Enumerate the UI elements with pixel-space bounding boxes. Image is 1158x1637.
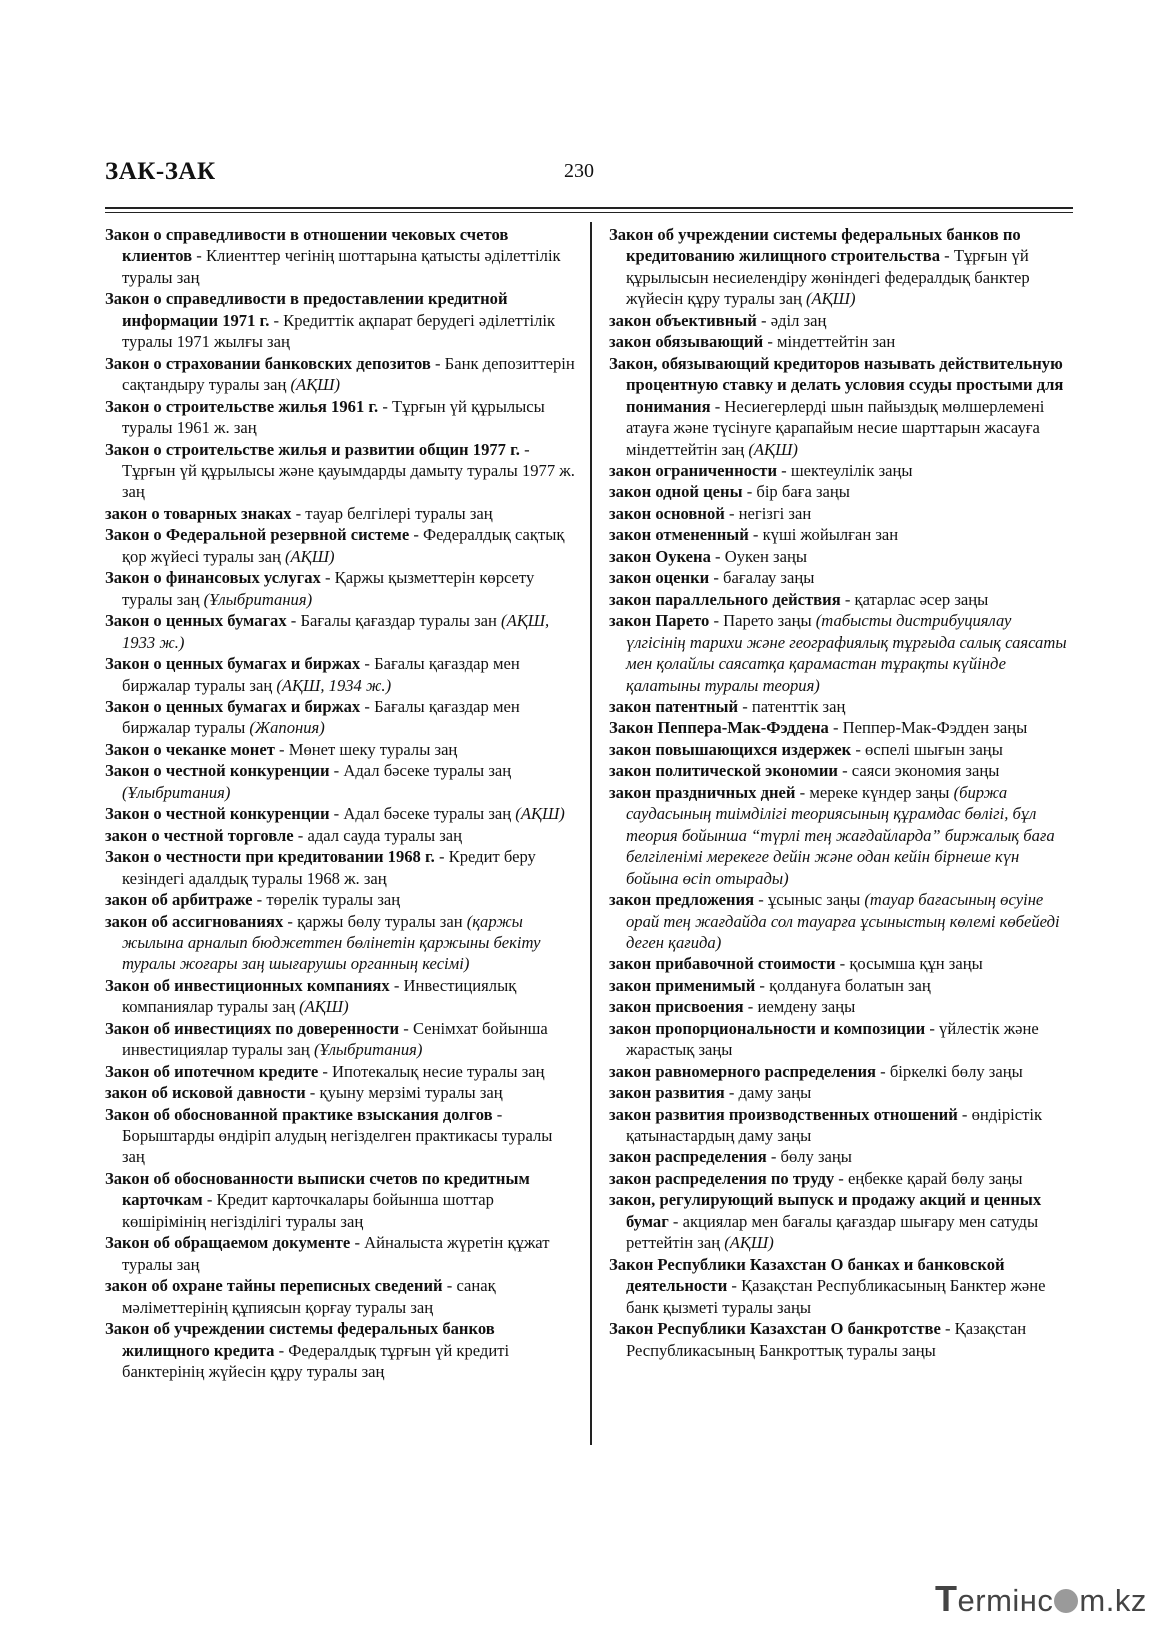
entry-note: (Жапония): [249, 718, 325, 738]
entry-term: Закон о честной конкуренции: [105, 761, 330, 781]
entry-translation: Кредит беру кезіндегі адалдық туралы 1968 ж. заң: [122, 847, 536, 888]
entry-separator: -: [430, 353, 445, 373]
entry-translation: Кредиттік ақпарат берудегі әділеттілік туралы 1971 жылғы заң: [122, 310, 556, 352]
entry-separator: -: [837, 761, 852, 781]
dictionary-entry: [609, 1018, 1071, 1061]
dictionary-entry: [105, 503, 575, 524]
entry-translation: Қазақстан Республикасының Банкроттық туралы заңы: [626, 1319, 1027, 1360]
entry-separator: -: [835, 954, 850, 974]
entry-separator: -: [724, 503, 739, 523]
dictionary-entry: [609, 996, 1071, 1017]
column-divider: [590, 222, 592, 1445]
entry-separator: -: [269, 310, 284, 330]
running-head: ЗАК-ЗАК: [105, 158, 216, 185]
entry-term: закон присвоения: [609, 997, 744, 1017]
dictionary-entry: [105, 911, 575, 975]
entry-separator: -: [274, 739, 289, 759]
entry-separator: -: [710, 396, 725, 416]
entry-separator: -: [851, 739, 866, 759]
entry-translation: адал сауда туралы заң: [307, 825, 463, 845]
dictionary-entry: [609, 975, 1071, 996]
entry-term: Закон о честности при кредитовании 1968 г.: [105, 847, 435, 867]
entry-separator: -: [291, 503, 306, 523]
entry-translation: бағалау заңы: [723, 568, 815, 588]
entry-term: закон распределения по труду: [609, 1168, 835, 1188]
entry-separator: -: [320, 568, 335, 588]
entry-term: закон об арбитраже: [105, 890, 253, 910]
entry-note: (АҚШ): [515, 804, 565, 824]
dictionary-entry: [609, 546, 1071, 567]
dictionary-entry: [609, 739, 1071, 760]
entry-note: (биржа саудасының тиімділігі теориясының құрамдас бөлігі, бұл теория бойынша “түрлі тең жағдайларда” биржалық баға белгіленімі мерекеге дейін және одан кейін бірнеше күн бойына өсіп отырады): [626, 782, 1055, 888]
entry-separator: -: [293, 825, 308, 845]
right-column: [609, 224, 1071, 1361]
header-rule: [105, 207, 1073, 209]
entry-separator: -: [748, 525, 763, 545]
entry-translation: бір баға заңы: [756, 482, 850, 502]
entry-translation: иемдену заңы: [757, 997, 856, 1017]
entry-term: закон обязывающий: [609, 332, 764, 352]
dictionary-entry: [609, 353, 1071, 460]
entry-note: (АҚШ, 1933 ж.): [122, 611, 550, 652]
dictionary-entry: [105, 567, 575, 610]
dictionary-entry: [105, 224, 575, 288]
entry-term: Закон об ипотечном кредите: [105, 1061, 319, 1081]
dictionary-entry: [105, 760, 575, 803]
left-column: [105, 224, 575, 1382]
entry-translation: бөлу заңы: [780, 1147, 852, 1167]
entry-translation: қуыну мерзімі туралы заң: [319, 1083, 503, 1103]
entry-term: Закон о ценных бумагах и биржах: [105, 654, 361, 674]
dictionary-entry: [609, 460, 1071, 481]
dictionary-entry: [609, 696, 1071, 717]
entry-separator: -: [305, 1083, 320, 1103]
dictionary-entry: [609, 481, 1071, 502]
entry-term: Закон о финансовых услугах: [105, 568, 321, 588]
entry-translation: шектеулілік заңы: [790, 460, 913, 480]
entry-translation: Парето заңы: [723, 611, 816, 631]
dictionary-entry: [105, 288, 575, 352]
entry-term: закон политической экономии: [609, 761, 838, 781]
entry-separator: -: [329, 761, 344, 781]
entry-translation: қаржы бөлу туралы зан: [297, 911, 467, 931]
entry-separator: -: [738, 696, 752, 716]
dictionary-entry: [105, 975, 575, 1018]
entry-separator: -: [318, 1061, 333, 1081]
dictionary-entry: [105, 846, 575, 889]
entry-separator: -: [274, 1340, 289, 1360]
entry-term: Закон о строительстве жилья и развитии общин 1977 г.: [105, 439, 520, 459]
entry-translation: Адал бәсеке туралы заң: [343, 761, 512, 781]
entry-translation: әділ заң: [770, 310, 827, 330]
entry-translation: Банк депозиттерін сақтандыру туралы заң: [122, 353, 575, 395]
dictionary-entry: [105, 439, 575, 503]
entry-term: закон, регулирующий выпуск и продажу акций и ценных бумаг: [609, 1190, 1042, 1231]
dictionary-entry: [609, 610, 1071, 696]
entry-term: закон отмененный: [609, 525, 749, 545]
dictionary-entry: [609, 567, 1071, 588]
entry-term: закон повышающихся издержек: [609, 739, 852, 759]
entry-term: закон ограниченности: [609, 460, 778, 480]
entry-translation: қосымша құн заңы: [849, 954, 983, 974]
entry-translation: саяси экономия заңы: [851, 761, 1000, 781]
entry-separator: -: [763, 332, 777, 352]
entry-term: закон об ассигнованиях: [105, 911, 284, 931]
entry-translation: өспелі шығын заңы: [865, 739, 1003, 759]
entry-note: (қаржы жылына арналып бюджеттен бөлінетін қаржыны бекіту туралы жоғары заң шығарушы органның кесімі): [122, 911, 541, 974]
entry-separator: -: [777, 460, 791, 480]
dictionary-entry: [609, 331, 1071, 352]
entry-translation: Тұрғын үй құрылысы туралы 1961 ж. заң: [122, 396, 545, 438]
dictionary-entry: [609, 717, 1071, 738]
entry-separator: -: [834, 1168, 848, 1188]
entry-term: Закон об инвестициях по доверенности: [105, 1018, 400, 1038]
dictionary-entry: [609, 1082, 1071, 1103]
entry-separator: -: [202, 1190, 217, 1210]
entry-term: закон основной: [609, 503, 725, 523]
entry-note: (АҚШ, 1934 ж.): [276, 675, 392, 695]
entry-translation: акциялар мен бағалы қағаздар шығару мен сатуды реттейтін заң: [626, 1211, 1039, 1253]
entry-translation: Оукен заңы: [724, 546, 807, 566]
entry-note: (Ұлыбритания): [203, 589, 313, 609]
entry-translation: Федералдық сақтық қор жүйесі туралы заң: [122, 525, 565, 566]
entry-translation: Инвестициялық компаниялар туралы заң: [122, 975, 517, 1017]
dictionary-entry: [609, 1254, 1071, 1318]
entry-note: (АҚШ): [290, 375, 340, 395]
entry-term: закон применимый: [609, 975, 756, 995]
entry-term: закон об охране тайны переписных сведений: [105, 1276, 443, 1296]
entry-translation: Тұрғын үй құрылысын несиелендіру жөніндегі федералдық банктер жүйесін құру туралы заң: [626, 246, 1030, 309]
entry-separator: -: [727, 1276, 742, 1296]
entry-term: Закон о страховании банковских депозитов: [105, 353, 431, 373]
entry-translation: Бағалы қағаздар мен биржалар туралы: [122, 696, 520, 738]
entry-note: (Ұлыбритания): [313, 1040, 423, 1060]
entry-term: закон прибавочной стоимости: [609, 954, 836, 974]
dictionary-entry: [105, 739, 575, 760]
dictionary-entry: [105, 610, 575, 653]
dictionary-entry: [609, 1189, 1071, 1253]
entry-separator: -: [957, 1104, 972, 1124]
dictionary-entry: [609, 782, 1071, 889]
entry-term: закон равномерного распределения: [609, 1061, 877, 1081]
entry-translation: Пеппер-Мак-Фэдден заңы: [842, 718, 1028, 738]
entry-separator: -: [519, 439, 530, 459]
entry-term: закон о товарных знаках: [105, 503, 292, 523]
entry-translation: Федералдық тұрғын үй кредиті банктерінің жүйесін құру туралы заң: [122, 1340, 510, 1382]
dictionary-entry: [105, 1018, 575, 1061]
entry-translation: Бағалы қағаздар мен биржалар туралы заң: [122, 654, 520, 695]
entry-translation: Бағалы қағаздар туралы зан: [300, 611, 502, 631]
dictionary-entry: [609, 760, 1071, 781]
entry-note: (АҚШ): [285, 546, 335, 566]
entry-term: закон Оукена: [609, 546, 711, 566]
entry-separator: -: [742, 482, 757, 502]
entry-term: Закон о честной конкуренции: [105, 804, 330, 824]
entry-separator: -: [192, 246, 206, 266]
entry-translation: өндірістік қатынастардың даму заңы: [626, 1104, 1043, 1146]
entry-term: закон пропорциональности и композиции: [609, 1018, 926, 1038]
entry-separator: -: [709, 611, 724, 631]
entry-translation: негізгі зан: [738, 503, 812, 523]
entry-separator: -: [360, 654, 375, 674]
entry-term: закон о честной торговле: [105, 825, 294, 845]
entry-translation: еңбекке қарай бөлу заңы: [847, 1168, 1023, 1188]
entry-separator: -: [795, 782, 810, 802]
entry-translation: Кредит карточкалары бойынша шоттар көшірімінің негізділігі туралы заң: [122, 1190, 494, 1231]
termincom-logo: Termінc m.kz: [935, 1578, 1147, 1619]
entry-term: Закон Пеппера-Мак-Фэддена: [609, 718, 829, 738]
entry-separator: -: [940, 246, 954, 266]
entry-term: закон праздничных дней: [609, 782, 796, 802]
entry-term: Закон об учреждении системы федеральных банков по кредитованию жилищного строительства: [609, 225, 1021, 266]
entry-separator: -: [360, 696, 375, 716]
entry-translation: қатарлас әсер заңы: [854, 589, 989, 609]
entry-translation: біркелкі бөлу заңы: [889, 1061, 1023, 1081]
entry-term: Закон о ценных бумагах и биржах: [105, 696, 361, 716]
entry-translation: патенттік заң: [751, 696, 846, 716]
entry-translation: мереке күндер заңы: [809, 782, 954, 802]
dictionary-entry: [609, 953, 1071, 974]
entry-term: закон одной цены: [609, 482, 743, 502]
entry-separator: -: [755, 975, 770, 995]
dictionary-entry: [609, 224, 1071, 310]
entry-separator: -: [876, 1061, 890, 1081]
entry-term: закон предложения: [609, 890, 755, 910]
entry-term: Закон о справедливости в предоставлении кредитной информации 1971 г.: [105, 289, 508, 330]
entry-translation: Айналыста жүретін құжат туралы заң: [122, 1233, 550, 1274]
entry-term: Закон об обоснованности выписки счетов по кредитным карточкам: [105, 1168, 530, 1210]
entry-term: закон оценки: [609, 568, 710, 588]
entry-separator: -: [724, 1083, 739, 1103]
dictionary-entry: [609, 1318, 1071, 1361]
dictionary-entry: [609, 503, 1071, 524]
entry-term: Закон об обоснованной практике взыскания долгов: [105, 1104, 493, 1124]
dictionary-entry: [105, 353, 575, 396]
entry-translation: Қаржы қызметтерін көрсету туралы заң: [122, 568, 535, 609]
dictionary-entry: [105, 653, 575, 696]
entry-note: (табысты дистрибуциялау үлгісінің тарихи және географиялық тұрғыда салық саясаты мен қолайлы саясатқа қарамастан тұрақты күйінде қалатыны туралы теория): [626, 611, 1067, 695]
dictionary-entry: [609, 1061, 1071, 1082]
entry-translation: Клиенттер чегінің шоттарына қатысты әділеттілік туралы заң: [122, 246, 561, 287]
entry-translation: Ипотекалық несие туралы заң: [332, 1061, 545, 1081]
entry-separator: -: [940, 1319, 955, 1339]
entry-translation: Қазақстан Республикасының Банктер және банк қызметі туралы заңы: [626, 1276, 1046, 1317]
entry-separator: -: [668, 1211, 683, 1231]
dictionary-entry: [105, 1082, 575, 1103]
entry-translation: ұсыныс заңы: [767, 890, 865, 910]
entry-separator: -: [925, 1018, 940, 1038]
entry-term: Закон об обращаемом документе: [105, 1233, 351, 1253]
entry-translation: даму заңы: [738, 1083, 812, 1103]
dictionary-entry: [609, 589, 1071, 610]
entry-term: закон развития производственных отношений: [609, 1104, 958, 1124]
entry-separator: -: [492, 1104, 503, 1124]
entry-translation: міндеттейтін зан: [777, 332, 896, 352]
entry-note: (АҚШ): [299, 997, 349, 1017]
dictionary-entry: [609, 1104, 1071, 1147]
entry-term: Закон об учреждении системы федеральных банков жилищного кредита: [105, 1319, 495, 1360]
entry-term: Закон о справедливости в отношении чековых счетов клиентов: [105, 225, 509, 266]
entry-separator: -: [434, 847, 449, 867]
entry-separator: -: [329, 804, 344, 824]
entry-separator: -: [286, 611, 301, 631]
header-rule-thin: [105, 212, 1073, 213]
dictionary-entry: [609, 1146, 1071, 1167]
entry-separator: -: [709, 568, 724, 588]
dictionary-entry: [105, 1104, 575, 1168]
entry-separator: -: [743, 997, 758, 1017]
dictionary-entry: [105, 1318, 575, 1382]
entry-term: Закон Республики Казахстан О банкротстве: [609, 1319, 941, 1339]
entry-note: (тауар бағасының өсуіне орай тең жағдайда сол тауарға ұсыныстың көлемі көбейеді деген қағида): [626, 890, 1060, 952]
dictionary-entry: [105, 889, 575, 910]
entry-translation: Сенімхат бойынша инвестициялар туралы заң: [122, 1018, 548, 1060]
entry-term: закон объективный: [609, 310, 757, 330]
entry-separator: -: [389, 975, 404, 995]
entry-translation: Мөнет шеку туралы заң: [288, 739, 458, 759]
entry-separator: -: [442, 1276, 457, 1296]
dictionary-entry: [105, 1168, 575, 1232]
entry-term: Закон о Федеральной резервной системе: [105, 525, 410, 545]
entry-translation: Адал бәсеке туралы заң: [343, 804, 516, 824]
dictionary-entry: [609, 310, 1071, 331]
entry-note: (АҚШ): [805, 289, 856, 309]
entry-term: Закон о чеканке монет: [105, 739, 275, 759]
entry-separator: -: [756, 310, 771, 330]
dictionary-entry: [609, 889, 1071, 953]
entry-term: закон распределения: [609, 1147, 767, 1167]
entry-translation: Борыштарды өндіріп алудың негізделген практикасы туралы заң: [122, 1126, 553, 1167]
entry-term: Закон о ценных бумагах: [105, 611, 287, 631]
entry-term: Закон Республики Казахстан О банках и банковской деятельности: [609, 1254, 1005, 1296]
entry-translation: Тұрғын үй құрылысы және қауымдарды дамыту туралы 1977 ж. заң: [122, 460, 575, 502]
entry-translation: қолдануға болатын заң: [769, 975, 931, 995]
dictionary-entry: [105, 396, 575, 439]
entry-separator: -: [766, 1147, 781, 1167]
dictionary-entry: [105, 524, 575, 567]
dictionary-entry: [105, 1061, 575, 1082]
dictionary-entry: [105, 803, 575, 824]
entry-term: закон параллельного действия: [609, 589, 841, 609]
entry-separator: -: [710, 546, 725, 566]
dictionary-entry: [105, 825, 575, 846]
entry-term: закон Парето: [609, 611, 710, 631]
entry-term: Закон, обязывающий кредиторов называть действительную процентную ставку и делать условия ссуды простыми для понимания: [609, 353, 1064, 416]
entry-note: (АҚШ): [748, 439, 798, 459]
entry-term: Закон об инвестиционных компаниях: [105, 975, 390, 995]
entry-separator: -: [399, 1018, 413, 1038]
dictionary-entry: [609, 524, 1071, 545]
entry-translation: күші жойылған зан: [762, 525, 899, 545]
entry-translation: төрелік туралы заң: [266, 890, 401, 910]
entry-translation: санақ мәліметтерінің құпиясын қорғау туралы заң: [122, 1276, 496, 1317]
page-number: 230: [564, 160, 594, 182]
entry-separator: -: [350, 1233, 365, 1253]
entry-separator: -: [828, 718, 843, 738]
entry-separator: -: [840, 589, 855, 609]
entry-translation: үйлестік және жарастық заңы: [626, 1018, 1039, 1060]
entry-translation: тауар белгілері туралы заң: [305, 503, 493, 523]
dictionary-entry: [609, 1168, 1071, 1189]
entry-separator: -: [754, 890, 768, 910]
entry-separator: -: [409, 525, 424, 545]
entry-term: Закон о строительстве жилья 1961 г.: [105, 396, 379, 416]
entry-separator: -: [283, 911, 298, 931]
entry-note: (АҚШ): [724, 1233, 774, 1253]
entry-note: (Ұлыбритания): [122, 782, 231, 802]
dictionary-entry: [105, 696, 575, 739]
entry-separator: -: [378, 396, 393, 416]
entry-term: закон патентный: [609, 696, 739, 716]
entry-term: закон развития: [609, 1083, 725, 1103]
dictionary-entry: [105, 1275, 575, 1318]
entry-translation: Несиегерлерді шын пайыздық мөлшерлемені атауға және түсінуге қарапайым несие шарттарын жасауға міндеттейтін заң: [626, 396, 1045, 459]
entry-separator: -: [252, 890, 267, 910]
dictionary-entry: [105, 1232, 575, 1275]
entry-term: закон об исковой давности: [105, 1083, 306, 1103]
